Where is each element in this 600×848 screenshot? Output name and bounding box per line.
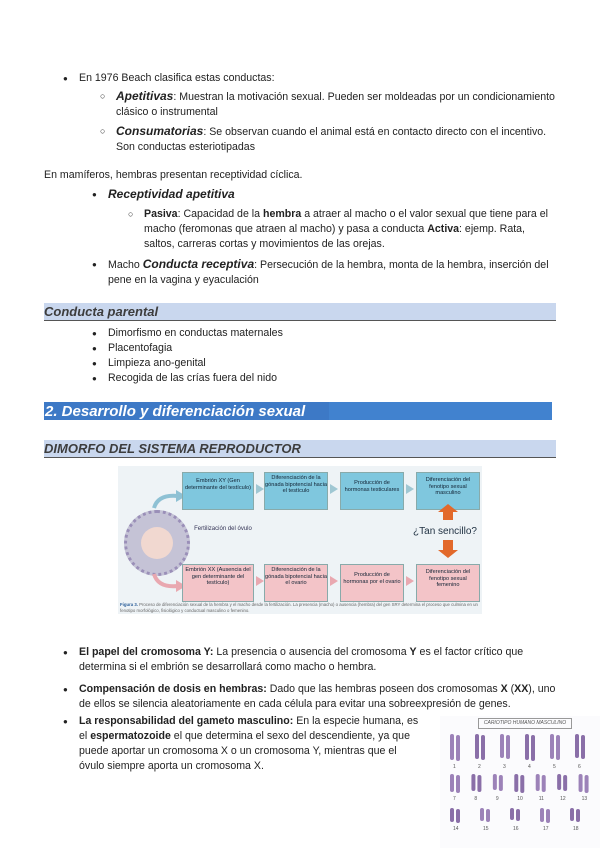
chromosome-glyph bbox=[477, 775, 481, 792]
chromosome-glyph bbox=[556, 735, 560, 760]
arrow-right-icon bbox=[406, 576, 414, 586]
chromosome-glyph bbox=[506, 735, 510, 759]
chromosome-glyph bbox=[536, 774, 540, 791]
conducta-parental-heading: Conducta parental bbox=[44, 304, 556, 320]
chromosome-glyph bbox=[546, 809, 550, 823]
chromosome-glyph bbox=[520, 775, 524, 793]
chromosome-glyph bbox=[493, 774, 497, 790]
chromosome-glyph bbox=[542, 775, 546, 792]
chromosome-glyph bbox=[456, 735, 460, 761]
list-item: ● Placentofagia bbox=[108, 341, 548, 356]
arrow-up-icon bbox=[438, 504, 458, 512]
arrow-right-icon bbox=[256, 484, 264, 494]
list-item: ● Dimorfismo en conductas maternales bbox=[108, 326, 548, 341]
chromosome-glyph bbox=[499, 775, 503, 791]
chromosome-glyph bbox=[579, 774, 583, 792]
arrow-down-icon bbox=[438, 550, 458, 558]
chromosome-number: 18 bbox=[573, 826, 579, 832]
list-item: ○ Apetitivas: Muestran la motivación sexual. Pueden ser moldeadas por un condicionamiento clásico o instrumental bbox=[116, 89, 558, 120]
gamete-point bbox=[79, 714, 423, 774]
list-item: ● La responsabilidad del gameto masculino: En la especie humana, es el espermatozoide el que determina el sexo del descendiente, ya que puede aportar un cromosoma X o un cromosoma Y, mientras que el óvulo siempre aporta un cromosoma X. bbox=[79, 714, 423, 774]
list-item: ● El papel del cromosoma Y: La presencia o ausencia del cromosoma Y es el factor crítico que determina si el embrión se desarrollará como macho o hembra. bbox=[79, 645, 557, 675]
chromosome-glyph bbox=[475, 734, 479, 759]
chromosome-points bbox=[79, 645, 557, 719]
arrow-right-icon bbox=[406, 484, 414, 494]
chromosome-number: 17 bbox=[543, 826, 549, 832]
node-xx-embryo: Embrión XX (Ausencia del gen determinante del testículo) bbox=[182, 564, 254, 602]
karyotype-label: CARIOTIPO HUMANO MASCULINO bbox=[478, 718, 572, 729]
chromosome-number: 13 bbox=[581, 796, 588, 802]
chromosome-glyph bbox=[456, 775, 460, 793]
chromosome-number: 15 bbox=[483, 826, 489, 832]
chromosome-number: 11 bbox=[538, 796, 544, 802]
node-male-phenotype: Diferenciación del fenotipo sexual masculino bbox=[416, 472, 480, 510]
list-item: ● Receptividad apetitiva bbox=[108, 187, 558, 203]
node-ovarian-hormones: Producción de hormonas por el ovario bbox=[340, 564, 404, 602]
fertilization-label: Fertilización del óvulo bbox=[194, 526, 252, 532]
chromosome-glyph bbox=[581, 735, 585, 759]
chromosome-number: 6 bbox=[578, 764, 581, 770]
chromosome-number: 8 bbox=[474, 796, 478, 802]
pasiva-list bbox=[144, 207, 558, 252]
list-item: ● Recogida de las crías fuera del nido bbox=[108, 371, 548, 386]
node-xy-embryo: Embrión XY (Gen determinante del testículo) bbox=[182, 472, 254, 510]
beach-list bbox=[79, 71, 559, 86]
chromosome-number: 2 bbox=[478, 764, 481, 770]
section-2-heading: 2. Desarrollo y diferenciación sexual bbox=[44, 402, 329, 420]
list-item: ○ Pasiva: Capacidad de la hembra a atraer al macho o el valor sexual que tiene para el macho (feromonas que atraen al macho) y pasa a conducta Activa: ejemp. Rata, saltos, carreras cortas y movimientos de las orejas. bbox=[144, 207, 558, 252]
karyotype-chromosomes bbox=[440, 730, 600, 848]
chromosome-glyph bbox=[471, 774, 475, 791]
chromosome-number: 10 bbox=[517, 796, 523, 802]
node-gonad-testis: Diferenciación de la gónada bipotencial hacia el testículo bbox=[264, 472, 328, 510]
chromosome-glyph bbox=[576, 809, 580, 822]
chromosome-number: 14 bbox=[453, 826, 459, 832]
chromosome-glyph bbox=[540, 808, 544, 822]
chromosome-glyph bbox=[550, 734, 554, 759]
node-gonad-ovary: Diferenciación de la gónada bipotencial hacia el ovario bbox=[264, 564, 328, 602]
beach-sublist bbox=[116, 89, 558, 155]
sex-differentiation-figure bbox=[118, 466, 482, 614]
macho-list bbox=[108, 257, 558, 288]
chromosome-number: 12 bbox=[560, 796, 566, 802]
chromosome-number: 9 bbox=[495, 796, 499, 802]
arrow-right-icon bbox=[330, 484, 338, 494]
chromosome-number: 1 bbox=[453, 764, 456, 770]
chromosome-glyph bbox=[570, 808, 574, 821]
list-item: ○ Consumatorias: Se observan cuando el animal está en contacto directo con el incentivo. Son conductas esteriotipadas bbox=[116, 124, 558, 155]
chromosome-number: 3 bbox=[503, 764, 506, 770]
chromosome-glyph bbox=[557, 774, 561, 790]
karyotype-image bbox=[440, 716, 600, 848]
question-label: ¿Tan sencillo? bbox=[413, 526, 477, 537]
list-item: ● Limpieza ano-genital bbox=[108, 356, 548, 371]
list-item: ● Macho Conducta receptiva: Persecución de la hembra, monta de la hembra, inserción del pene en la vagina y eyaculación bbox=[108, 257, 558, 288]
chromosome-glyph bbox=[514, 774, 518, 792]
figure-caption: Figura 3. Proceso de diferenciación sexual de la hembra y el macho desde la fertilización. La presencia (macho) o ausencia (hembra) del gen SRY determina el proceso que culmina en un fenotipo morfológico, fisiológico y conductual masculino o femenino. bbox=[120, 602, 478, 613]
receptividad-list bbox=[108, 187, 558, 203]
chromosome-number: 4 bbox=[528, 764, 531, 770]
chromosome-glyph bbox=[510, 808, 514, 820]
chromosome-glyph bbox=[575, 734, 579, 758]
chromosome-glyph bbox=[563, 775, 567, 791]
chromosome-glyph bbox=[450, 734, 454, 760]
chromosome-glyph bbox=[516, 809, 520, 821]
chromosome-glyph bbox=[450, 774, 454, 792]
chromosome-glyph bbox=[480, 808, 484, 821]
mammals-line: En mamíferos, hembras presentan receptividad cíclica. bbox=[44, 169, 303, 181]
arrow-right-icon bbox=[330, 576, 338, 586]
chromosome-glyph bbox=[585, 775, 589, 793]
chromosome-number: 16 bbox=[513, 826, 519, 832]
chromosome-glyph bbox=[486, 809, 490, 822]
node-testicular-hormones: Producción de hormonas testiculares bbox=[340, 472, 404, 510]
chromosome-glyph bbox=[481, 735, 485, 760]
node-female-phenotype: Diferenciación del fenotipo sexual femenino bbox=[416, 564, 480, 602]
chromosome-number: 5 bbox=[553, 764, 556, 770]
parental-list bbox=[108, 326, 548, 386]
dimorfo-heading: DIMORFO DEL SISTEMA REPRODUCTOR bbox=[44, 441, 556, 457]
chromosome-glyph bbox=[531, 735, 535, 761]
chromosome-number: 7 bbox=[453, 796, 456, 802]
chromosome-glyph bbox=[525, 734, 529, 760]
arrow-right-icon bbox=[256, 576, 264, 586]
list-item: ● En 1976 Beach clasifica estas conductas: bbox=[79, 71, 559, 86]
chromosome-glyph bbox=[456, 809, 460, 823]
chromosome-glyph bbox=[500, 734, 504, 758]
list-item: ● Compensación de dosis en hembras: Dado que las hembras poseen dos cromosomas X (XX), uno de ellos se silencia aleatoriamente en cada célula para evitar una sobreexpresión de genes. bbox=[79, 682, 557, 712]
chromosome-glyph bbox=[450, 808, 454, 822]
